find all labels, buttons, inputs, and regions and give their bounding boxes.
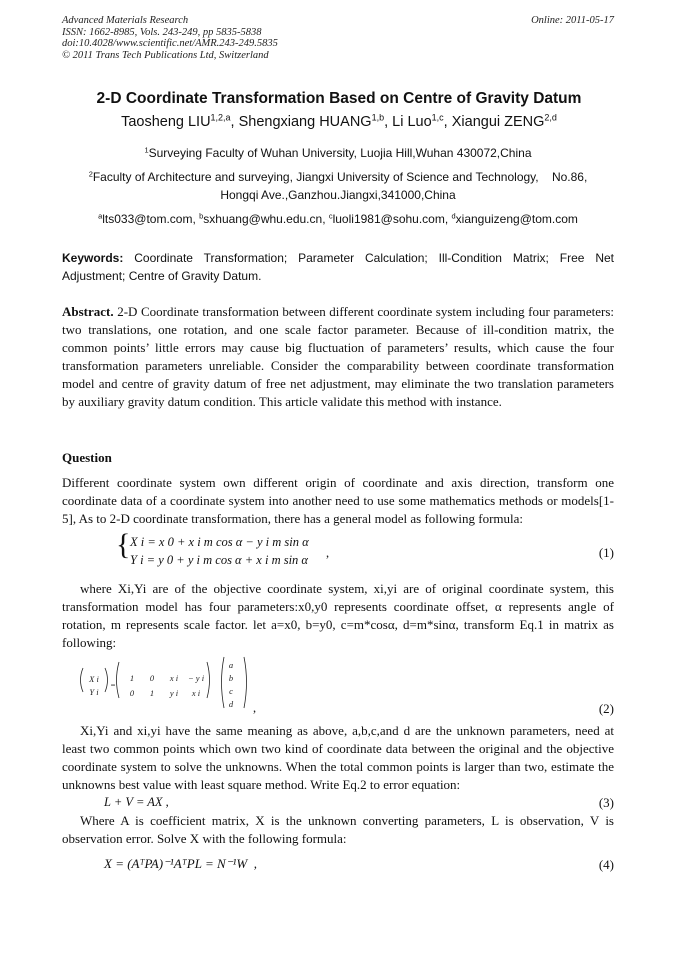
- journal-name: Advanced Materials Research: [62, 15, 189, 26]
- abstract-label: Abstract.: [62, 304, 114, 319]
- email-address[interactable]: xianguizeng@tom.com: [455, 212, 578, 226]
- paper-title: 2-D Coordinate Transformation Based on Centre of Gravity Datum: [96, 90, 582, 107]
- affil-text: Surveying Faculty of Wuhan University, Luojia Hill,Wuhan 430072,China: [148, 146, 532, 160]
- keywords-text: Coordinate Transformation; Parameter Calculation; Ill-Condition Matrix; Free Net Adjustment; Centre of Gravity Datum.: [62, 251, 614, 283]
- doi-line: doi:10.4028/www.scientific.net/AMR.243-249.5835: [62, 38, 278, 49]
- email-address[interactable]: lts033@tom.com: [102, 212, 193, 226]
- paragraph-1: Different coordinate system own different origin of coordinate and axis direction, transform one coordinate data of a coordinate system into another need to use some mathematics methods or models[1-5], As to 2-D coordinate transformation, there has a general model as following formula:: [62, 475, 614, 526]
- vector-cell: a: [228, 660, 234, 670]
- email-sup: b: [199, 211, 204, 221]
- matrix-brackets: [76, 656, 266, 712]
- paragraph-2: where Xi,Yi are of the objective coordinate system, xi,yi are of original coordinate system, this transformation model has four parameters:x0,y0 represents coordinate offset, α represents angle of rotation, m represents scale factor. let a=x0, b=y0, c=m*cosα, d=m*sinα, transform Eq.1 in matrix as following:: [62, 581, 614, 650]
- abstract: [62, 303, 614, 411]
- issn-line: ISSN: 1662-8985, Vols. 243-249, pp 5835-5838: [62, 26, 262, 38]
- affil-text: Faculty of Architecture and surveying, Jiangxi University of Science and Technology, No.86,: [92, 170, 588, 184]
- equation-number: (4): [598, 857, 614, 872]
- matrix-cell: y i: [169, 688, 179, 698]
- matrix-cell: 1: [129, 673, 135, 683]
- email-address[interactable]: luoli1981@sohu.com: [332, 212, 445, 226]
- author-affil-sup: 1,c: [431, 112, 444, 123]
- vector-cell: b: [228, 673, 234, 683]
- author-name: Xiangui ZENG: [451, 114, 545, 130]
- equation-1-line-2: Y i = y 0 + y i m cos α + x i m sin α: [130, 553, 308, 567]
- matrix-cell: − y i: [187, 673, 205, 683]
- matrix-cell: 0: [149, 673, 155, 683]
- equals-sign: =: [110, 680, 116, 690]
- author-affil-sup: 1,2,a: [210, 112, 231, 123]
- paragraph-3: Xi,Yi and xi,yi have the same meaning as above, a,b,c,and d are the unknown parameters, need at least two common points which own two kind of coordinate data between the original and the objective coordinate system to solve the unknowns. When the total common points is larger than two, estimate the unknowns best value with least square method. Write Eq.2 to error equation:: [62, 723, 614, 792]
- author-name: Li Luo: [392, 114, 432, 130]
- author-name: Shengxiang HUANG: [238, 114, 372, 130]
- matrix-cell: 1: [149, 688, 155, 698]
- equation-4: X = (AᵀPA)⁻¹AᵀPL = N⁻¹W ,: [104, 856, 257, 871]
- email-sup: d: [451, 211, 456, 221]
- keywords: [62, 249, 614, 285]
- author-name: Taosheng LIU: [121, 114, 211, 130]
- vector-cell: d: [228, 699, 234, 709]
- affil-text: Hongqi Ave.,Ganzhou.Jiangxi,341000,China: [220, 188, 456, 202]
- author-list: Taosheng LIU$^{1,2,a}$, Shengxiang HUANG$^{1,b}$, Li Luo$^{1,c}$, Xiangui ZENG$^{2,d}$: [121, 112, 557, 130]
- matrix-cell: x i: [191, 688, 201, 698]
- equation-trail: ,: [326, 546, 330, 560]
- equation-number: (2): [598, 701, 614, 716]
- equation-number: (3): [598, 795, 614, 810]
- section-heading: Question: [62, 450, 112, 465]
- affiliation-2: [62, 168, 614, 204]
- author-affil-sup: 2,d: [544, 112, 557, 123]
- matrix-cell: 0: [129, 688, 135, 698]
- email-address[interactable]: sxhuang@whu.edu.cn: [203, 212, 323, 226]
- equation-3: L + V = AX ,: [104, 795, 169, 809]
- affiliation-1: [62, 144, 614, 162]
- online-date: Online: 2011-05-17: [531, 15, 614, 26]
- author-affil-sup: 1,b: [371, 112, 385, 123]
- email-sup: c: [328, 211, 333, 221]
- equation-trail: ,: [253, 701, 257, 715]
- brace-glyph: {: [116, 528, 131, 561]
- email-list: $^a$lts033@tom.com, $^b$sxhuang@whu.edu.cn, $^c$luoli1981@sohu.com, $^d$xianguizeng@tom.com: [98, 211, 578, 226]
- affil-sup: 2: [88, 169, 93, 179]
- affil-sup: 1: [144, 145, 149, 155]
- equation-1-line-1: X i = x 0 + x i m cos α − y i m sin α: [130, 535, 309, 549]
- paragraph-4: Where A is coefficient matrix, X is the unknown converting parameters, L is observation, V is observation error. Solve X with the following formula:: [62, 813, 614, 846]
- copyright-line: © 2011 Trans Tech Publications Ltd, Switzerland: [62, 49, 269, 61]
- journal-header: [62, 15, 278, 61]
- matrix-cell: x i: [169, 673, 179, 683]
- matrix-cell: Y i: [89, 687, 99, 697]
- vector-cell: c: [229, 686, 233, 696]
- equation-number: (1): [598, 545, 614, 560]
- abstract-text: 2-D Coordinate transformation between different coordinate system including four parameters: two translations, one rotation, and one scale factor parameter. Because of ill-condition matrix, the common points’ little errors may cause big fluctuation of parameters’ results, which cause the four transformation parameters unreliable. Consider the comparability between coordinate transformation model and centre of gravity datum of free net adjustment, may eliminate the two translation parameters by auxiliary gravity datum condition. This article validate this method with instance.: [62, 304, 615, 409]
- email-sup: a: [98, 211, 103, 221]
- keywords-label: Keywords:: [62, 251, 124, 265]
- matrix-cell: X i: [89, 674, 99, 684]
